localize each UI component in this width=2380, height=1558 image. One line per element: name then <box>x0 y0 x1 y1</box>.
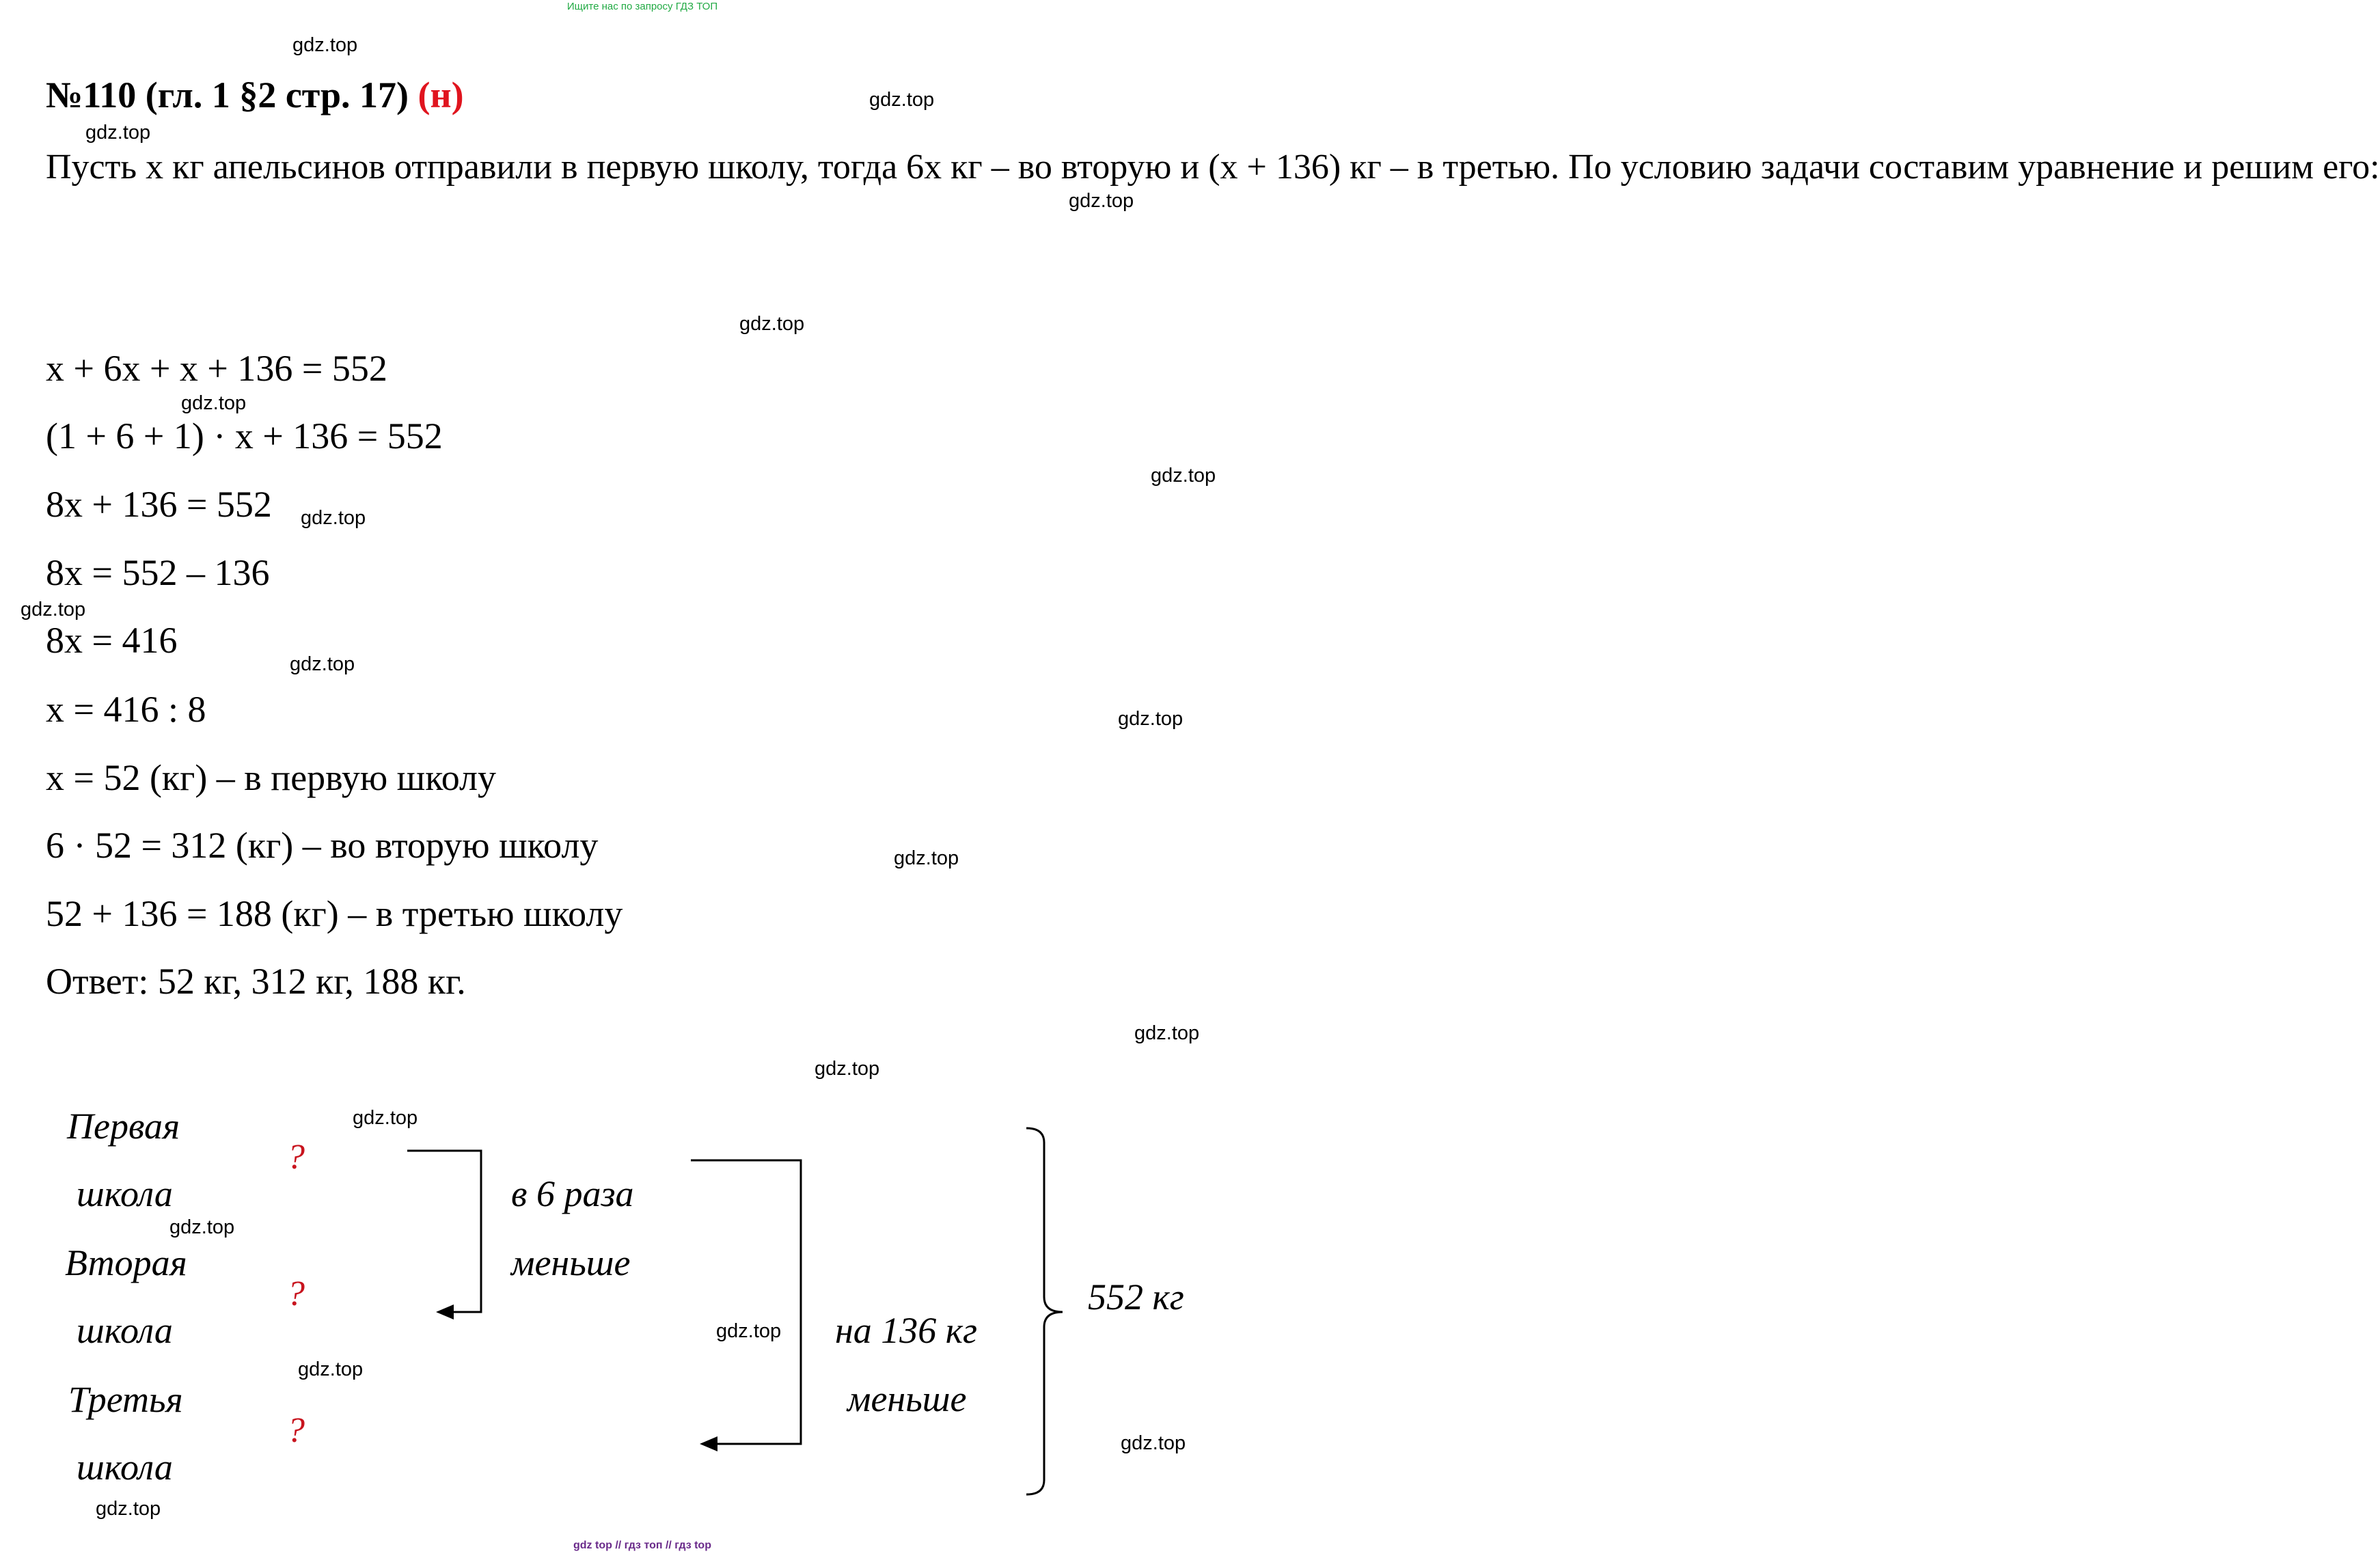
school-first-label-2: школа <box>77 1173 173 1214</box>
arrowhead-first-to-third <box>700 1436 717 1451</box>
relation-times-label: в 6 раза <box>511 1173 634 1214</box>
school-third-label-2: школа <box>77 1447 173 1488</box>
result-second-school: 6 · 52 = 312 (кг) – во вторую школу <box>46 825 599 866</box>
relation-diff-label-2: меньше <box>847 1378 967 1419</box>
question-mark-third: ? <box>287 1411 305 1450</box>
watermark: gdz.top <box>292 34 358 56</box>
school-second-label-2: школа <box>77 1310 173 1351</box>
watermark: gdz.top <box>1151 465 1216 487</box>
relation-diff-label: на 136 кг <box>835 1310 978 1351</box>
equation-line: 8x = 416 <box>46 620 178 661</box>
answer-line: Ответ: 52 кг, 312 кг, 188 кг. <box>46 961 466 1002</box>
watermark: gdz.top <box>1069 190 1134 212</box>
watermark: gdz.top <box>301 507 366 529</box>
equation-line: x = 416 : 8 <box>46 689 206 730</box>
watermark: gdz.top <box>169 1216 235 1238</box>
watermark: gdz.top <box>894 847 959 869</box>
bottom-banner: gdz top // гдз топ // гдз top <box>573 1540 711 1551</box>
question-mark-second: ? <box>287 1274 305 1313</box>
solution-paragraph: Пусть x кг апельсинов отправили в первую школу, тогда 6x кг – во вторую и (x + 136) кг – в третью. По условию задачи составим уравнение и решим его: <box>46 148 2380 187</box>
title-tag: (н) <box>418 74 464 115</box>
top-banner: Ищите нас по запросу ГДЗ ТОП <box>566 1 718 12</box>
watermark: gdz.top <box>353 1107 418 1129</box>
question-mark-first: ? <box>287 1138 305 1177</box>
equation-line: x + 6x + x + 136 = 552 <box>46 348 387 389</box>
watermark: gdz.top <box>1121 1432 1186 1454</box>
relation-times-label-2: меньше <box>511 1242 631 1283</box>
equation-line: 8x + 136 = 552 <box>46 484 272 525</box>
arrow-first-to-third <box>691 1160 801 1444</box>
watermark: gdz.top <box>1118 708 1184 730</box>
equation-line: 8x = 552 – 136 <box>46 552 270 593</box>
watermark: gdz.top <box>20 599 86 620</box>
title-main: №110 (гл. 1 §2 стр. 17) <box>46 74 409 115</box>
watermark: gdz.top <box>298 1358 364 1380</box>
result-first-school: x = 52 (кг) – в первую школу <box>46 757 496 798</box>
watermark: gdz.top <box>96 1498 161 1520</box>
watermark: gdz.top <box>181 392 247 414</box>
total-label: 552 кг <box>1088 1276 1184 1317</box>
result-third-school: 52 + 136 = 188 (кг) – в третью школу <box>46 893 623 934</box>
school-third-label: Третья <box>68 1379 183 1420</box>
watermark: gdz.top <box>290 653 355 675</box>
watermark: gdz.top <box>716 1320 782 1342</box>
watermark: gdz.top <box>815 1058 880 1080</box>
total-brace <box>1026 1128 1063 1494</box>
watermark: gdz.top <box>739 313 805 335</box>
watermark: gdz.top <box>1134 1022 1200 1044</box>
school-first-label: Первая <box>67 1106 180 1147</box>
school-second-label: Вторая <box>65 1242 187 1283</box>
watermark: gdz.top <box>869 89 935 111</box>
arrow-first-to-second <box>407 1151 481 1312</box>
equation-line: (1 + 6 + 1) · x + 136 = 552 <box>46 415 443 456</box>
watermark: gdz.top <box>85 122 151 144</box>
arrowhead-first-to-second <box>436 1304 454 1320</box>
